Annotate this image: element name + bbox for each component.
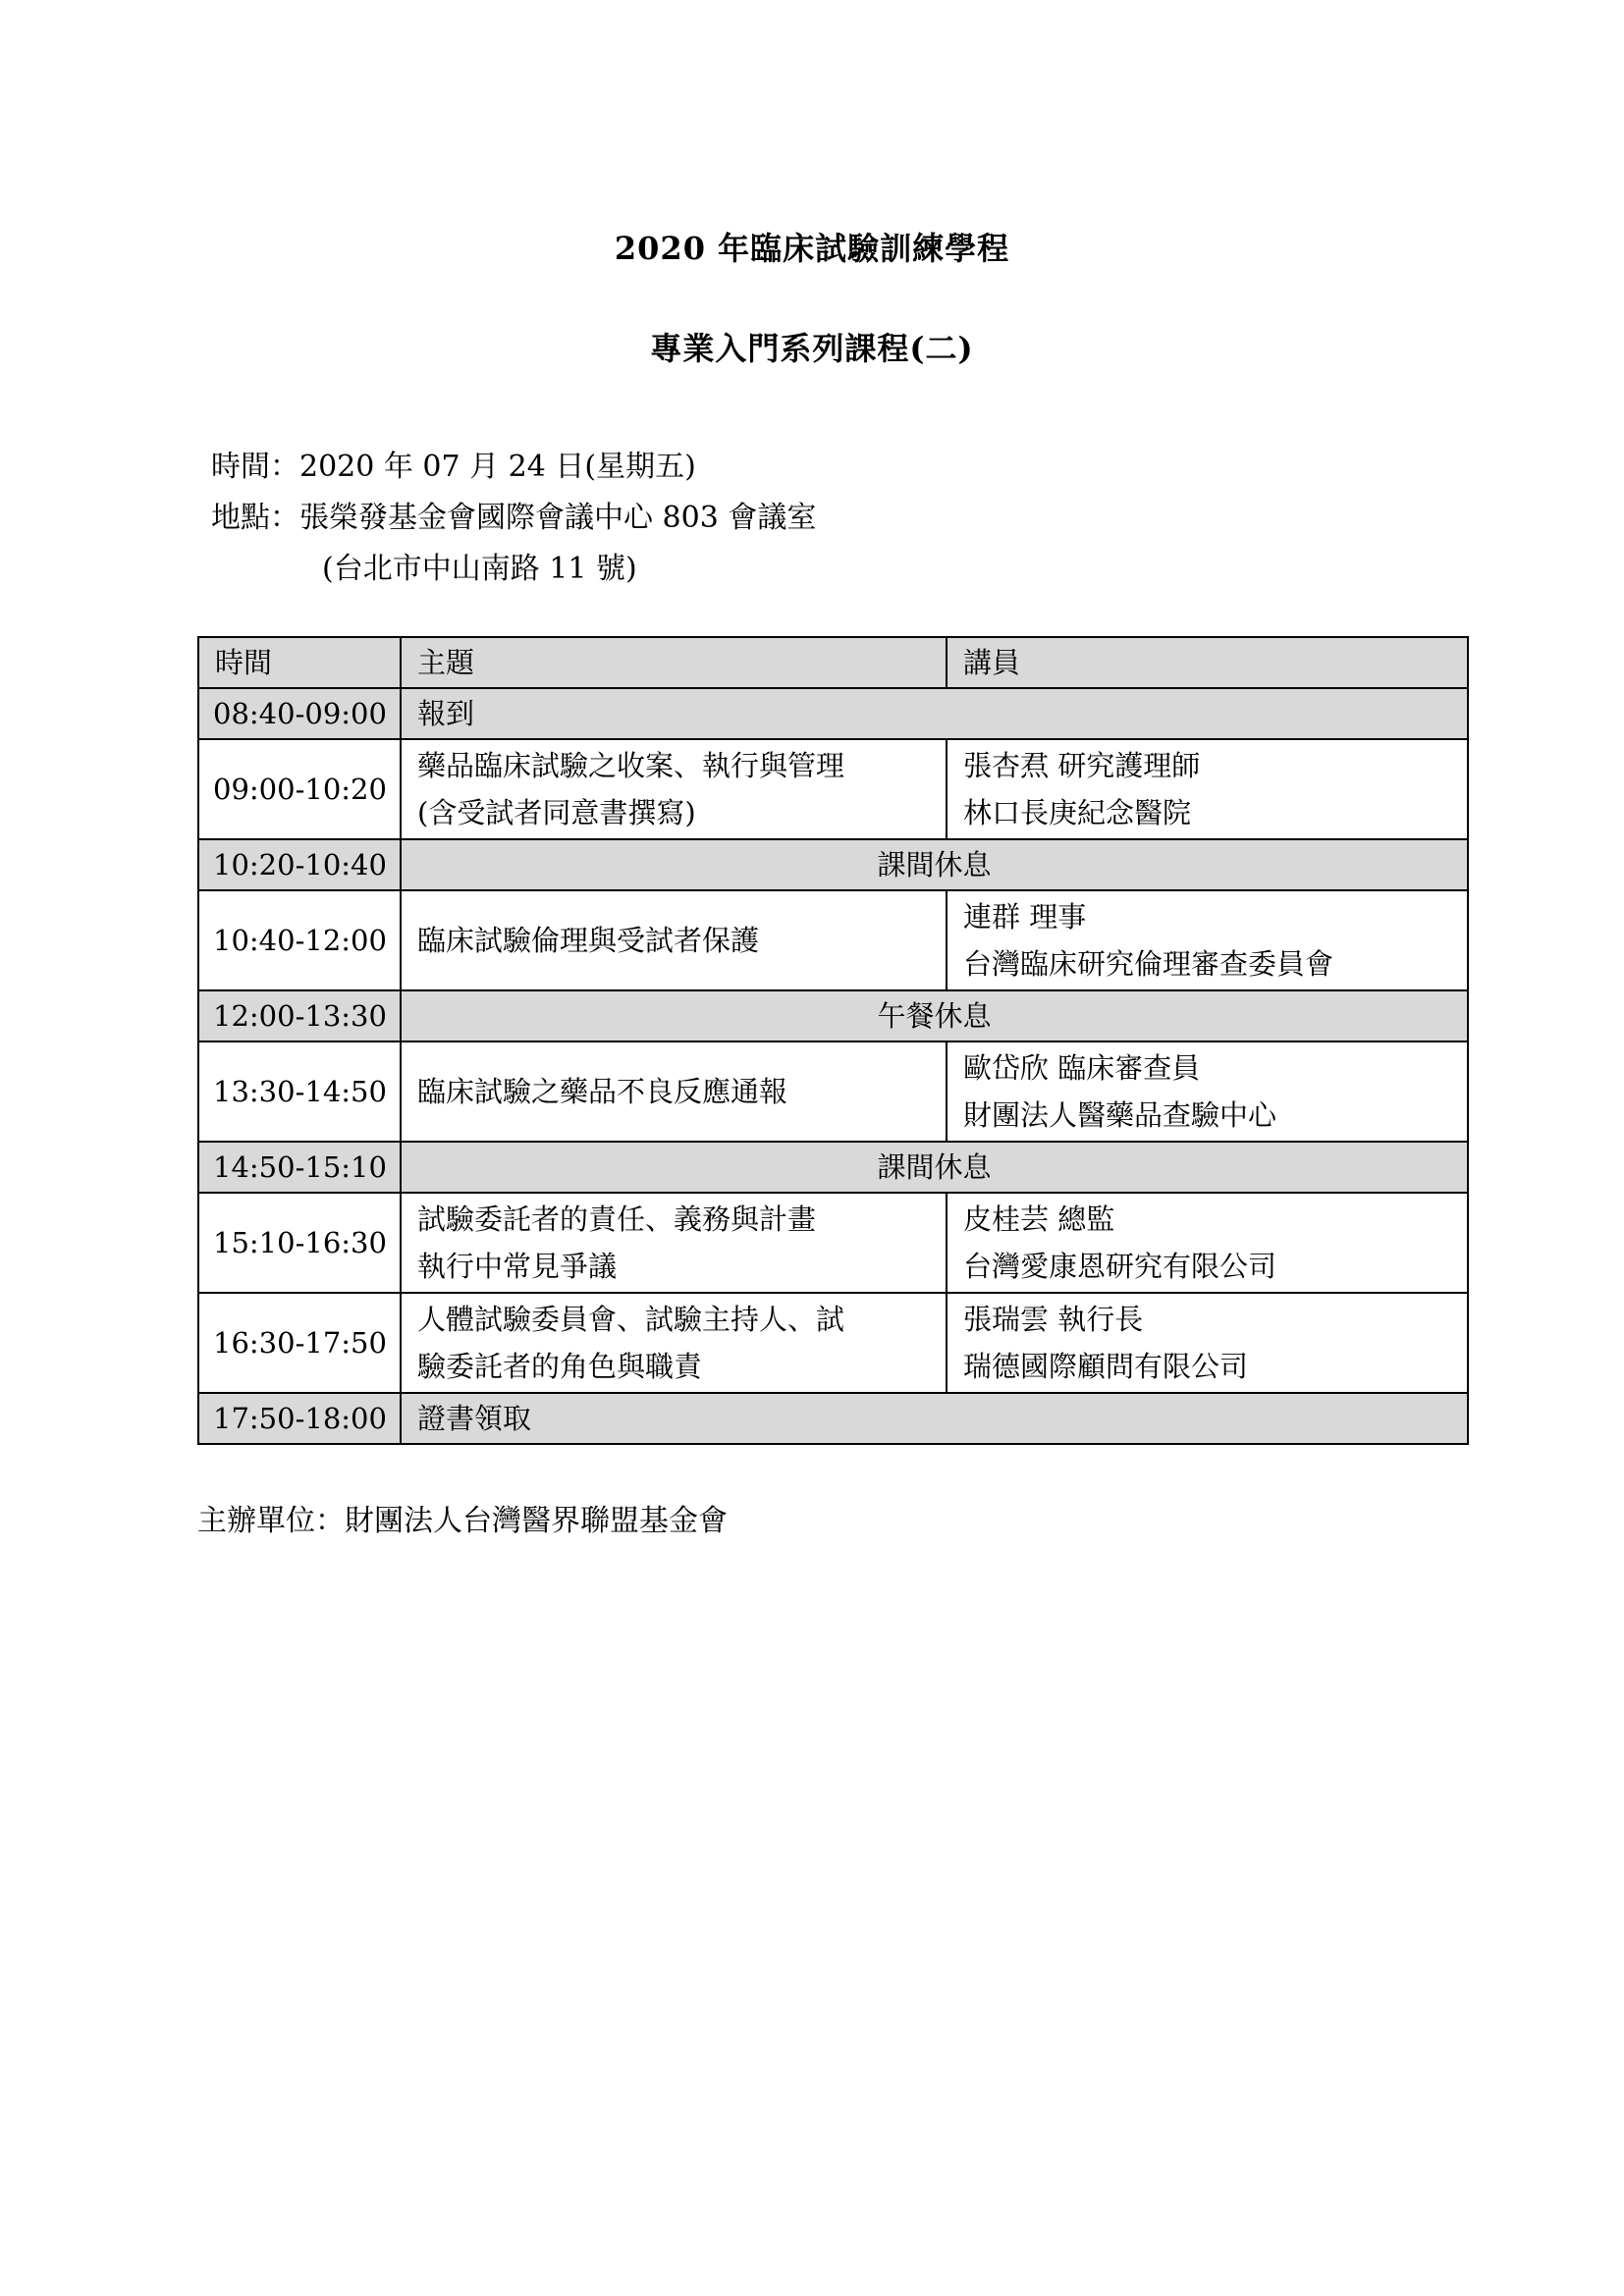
table-row: [198, 688, 1468, 739]
row-time: 13:30-14:50: [198, 1041, 401, 1142]
table-row-break: [198, 1142, 1468, 1193]
speaker-affiliation: 台灣臨床研究倫理審查委員會: [963, 947, 1334, 981]
row-break: 課間休息: [401, 1142, 1468, 1193]
speaker-name: 連群 理事: [963, 900, 1087, 934]
event-location: 地點：張榮發基金會國際會議中心 803 會議室: [211, 501, 817, 535]
speaker-affiliation: 林口長庚紀念醫院: [963, 796, 1192, 829]
schedule-table: [197, 636, 1469, 1445]
row-time: 10:40-12:00: [198, 890, 401, 990]
row-topic: 證書領取: [401, 1393, 1468, 1444]
header-time: 時間: [198, 637, 401, 688]
header-topic: 主題: [401, 637, 947, 688]
row-time: 10:20-10:40: [198, 839, 401, 890]
speaker-name: 歐岱欣 臨床審查員: [963, 1051, 1201, 1085]
speaker-affiliation: 台灣愛康恩研究有限公司: [963, 1250, 1277, 1283]
row-time: 09:00-10:20: [198, 739, 401, 839]
row-time: 15:10-16:30: [198, 1193, 401, 1293]
table-row: [198, 1193, 1468, 1293]
topic-line: 試驗委託者的責任、義務與計畫: [417, 1202, 817, 1236]
row-time: 17:50-18:00: [198, 1393, 401, 1444]
row-speaker: [947, 1293, 1468, 1393]
topic-line: 驗委託者的角色與職責: [417, 1350, 703, 1383]
table-row-break: [198, 839, 1468, 890]
document-subtitle: 專業入門系列課程(二): [650, 330, 974, 367]
document-title: 2020 年臨床試驗訓練學程: [614, 230, 1010, 267]
row-time: 12:00-13:30: [198, 990, 401, 1041]
row-speaker: [947, 739, 1468, 839]
topic-line: 執行中常見爭議: [417, 1250, 618, 1283]
row-topic: 臨床試驗之藥品不良反應通報: [401, 1041, 947, 1142]
organizer: 主辦單位：財團法人台灣醫界聯盟基金會: [197, 1504, 728, 1538]
event-address: (台北市中山南路 11 號): [322, 552, 637, 586]
row-topic: [401, 1193, 947, 1293]
event-time: 時間：2020 年 07 月 24 日(星期五): [211, 450, 696, 484]
speaker-name: 皮桂芸 總監: [963, 1202, 1115, 1236]
row-time: 16:30-17:50: [198, 1293, 401, 1393]
table-row-break: [198, 990, 1468, 1041]
topic-line: 人體試驗委員會、試驗主持人、試: [417, 1303, 845, 1336]
row-break: 午餐休息: [401, 990, 1468, 1041]
table-row: [198, 1393, 1468, 1444]
row-topic: 報到: [401, 688, 1468, 739]
row-topic: 臨床試驗倫理與受試者保護: [401, 890, 947, 990]
row-time: 14:50-15:10: [198, 1142, 401, 1193]
header-speaker: 講員: [947, 637, 1468, 688]
table-row: [198, 890, 1468, 990]
table-row: [198, 739, 1468, 839]
row-time: 08:40-09:00: [198, 688, 401, 739]
row-topic: [401, 739, 947, 839]
table-row: [198, 1293, 1468, 1393]
table-row: [198, 1041, 1468, 1142]
speaker-affiliation: 財團法人醫藥品查驗中心: [963, 1098, 1277, 1132]
speaker-affiliation: 瑞德國際顧問有限公司: [963, 1350, 1249, 1383]
row-break: 課間休息: [401, 839, 1468, 890]
topic-line: 藥品臨床試驗之收案、執行與管理: [417, 749, 845, 782]
table-header-row: [198, 637, 1468, 688]
row-speaker: [947, 890, 1468, 990]
row-speaker: [947, 1041, 1468, 1142]
speaker-name: 張杏焄 研究護理師: [963, 749, 1201, 782]
row-speaker: [947, 1193, 1468, 1293]
topic-line: (含受試者同意書撰寫): [417, 796, 696, 829]
row-topic: [401, 1293, 947, 1393]
speaker-name: 張瑞雲 執行長: [963, 1303, 1144, 1336]
